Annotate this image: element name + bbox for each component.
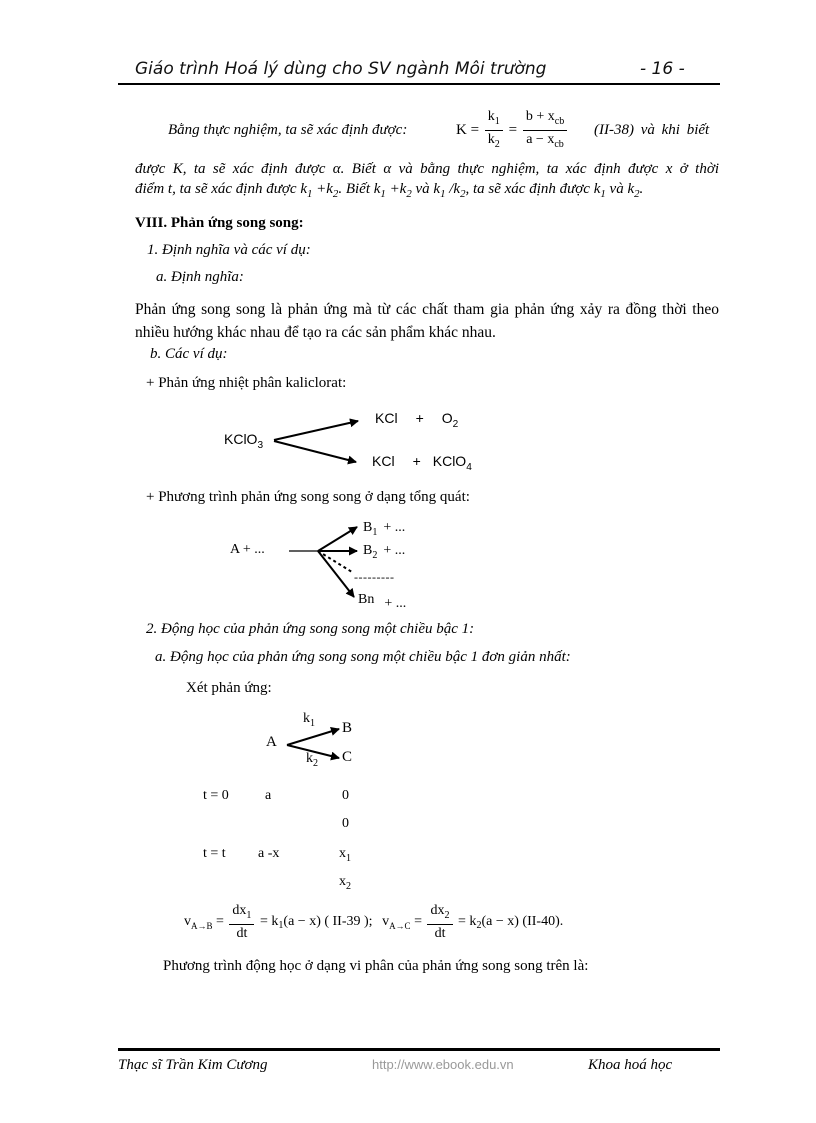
header-title: Giáo trình Hoá lý dùng cho SV ngành Môi trường [135,59,547,79]
arrow-kclo3-lower [274,441,356,462]
kclo3-reactant: KClO$_3$ [224,431,264,451]
row-t0-c: 0 [342,816,349,831]
general-dashes: --------- [354,570,395,584]
general-b1: $B_1$ + ... [363,520,406,538]
x-fraction: $\frac{b + x_{cb}}{a - x_{cb}}$ [523,108,567,153]
row-t0-b: 0 [342,788,349,803]
footer-url[interactable]: http://www.ebook.edu.vn [372,1057,514,1072]
page-number: - 16 - [640,59,685,79]
row-tt-label: t = t [203,846,226,861]
k-lhs: K = [456,121,480,138]
intro-line-2: được K, ta sẽ xác định được α. Biết α và bằng thực nghiệm, ta xác định được x ở thời [135,161,719,177]
arrow-a-to-b [287,729,339,745]
footer-dept: Khoa hoá học [588,1057,673,1073]
row-t0-a: a [265,788,272,803]
kclo3-product-1: KCl + $O_2$ [375,410,459,430]
kclo3-product-2: KCl + KClO$_4$ [372,453,472,473]
arrow-to-b1 [318,527,357,551]
rate2-fraction: $\frac{dx_2}{dt}$ [427,902,452,942]
example-2-label: + Phương trình phản ứng song song ở dạng tổng quát: [146,489,470,505]
simple-b: B [342,720,353,736]
example-1-label: + Phản ứng nhiệt phân kaliclorat: [146,375,347,391]
footer-rule [118,1048,720,1051]
closing-sentence: Phương trình động học ở dạng vi phân của phản ứng song song trên là: [163,958,589,974]
general-b2: $B_2$ + ... [363,543,406,561]
definition-paragraph: Phản ứng song song là phản ứng mà từ các chất tham gia phản ứng xảy ra đồng thời theo nhiều hướng khác nhau để tạo ra các sản phẩm khác nhau. [135,301,719,341]
k-fraction: $\frac{k_1}{k_2}$ [485,108,503,153]
subsection-1b: b. Các ví dụ: [150,346,228,362]
dotted-arrow [318,551,352,572]
subsection-2a: a. Động học của phản ứng song song một chiều bậc 1 đơn giản nhất: [155,649,571,665]
footer-author: Thạc sĩ Trần Kim Cương [118,1057,268,1073]
row-t0-label: t = 0 [203,788,229,803]
intro-lead: Bằng thực nghiệm, ta sẽ xác định được: [168,122,408,138]
arrow-to-bn [318,551,354,597]
row-tt-a: a -x [258,846,280,861]
general-reactant: A + ... [230,542,265,557]
eq-ref-38: (II-38) và khi biết [594,122,710,138]
subsection-1: 1. Định nghĩa và các ví dụ: [147,242,311,258]
simple-c: C [342,749,353,765]
general-bn: Bn + ... [358,592,407,611]
consider-reaction: Xét phản ứng: [186,680,272,696]
simple-k1: $k_1$ [303,711,316,729]
intro-line-3: điểm t, ta sẽ xác định được $k_1 +k_2$. Biết $k_1 +k_2$ và $k_1$ $/k_2$, ta sẽ xác định được $k_1$ và $k_2$. [135,181,644,200]
subsection-2: 2. Động học của phản ứng song song một chiều bậc 1: [146,621,475,637]
simple-a: A [266,734,277,750]
arrow-kclo3-upper [274,421,358,440]
row-tt-x1: $x_1$ [339,846,352,864]
rate1-fraction: $\frac{dx_1}{dt}$ [229,902,254,942]
subsection-1a: a. Định nghĩa: [156,269,244,285]
simple-k2: $k_2$ [306,751,319,769]
row-tt-x2: $x_2$ [339,874,352,892]
rate-equations: $v_{A\to B}$ = $\frac{dx_1}{dt}$ = $k_1(a - x)$ ( II-39 ); $v_{A\to C}$ = $\frac{dx_2}{dt}$ = $k_2(a - x)$ (II-40). [184,903,564,941]
section-heading: VIII. Phản ứng song song: [135,215,304,231]
k-ratio-formula: K = $\frac{k_1}{k_2}$ = $\frac{b + x_{cb}}{a - x_{cb}}$ [456,108,569,153]
